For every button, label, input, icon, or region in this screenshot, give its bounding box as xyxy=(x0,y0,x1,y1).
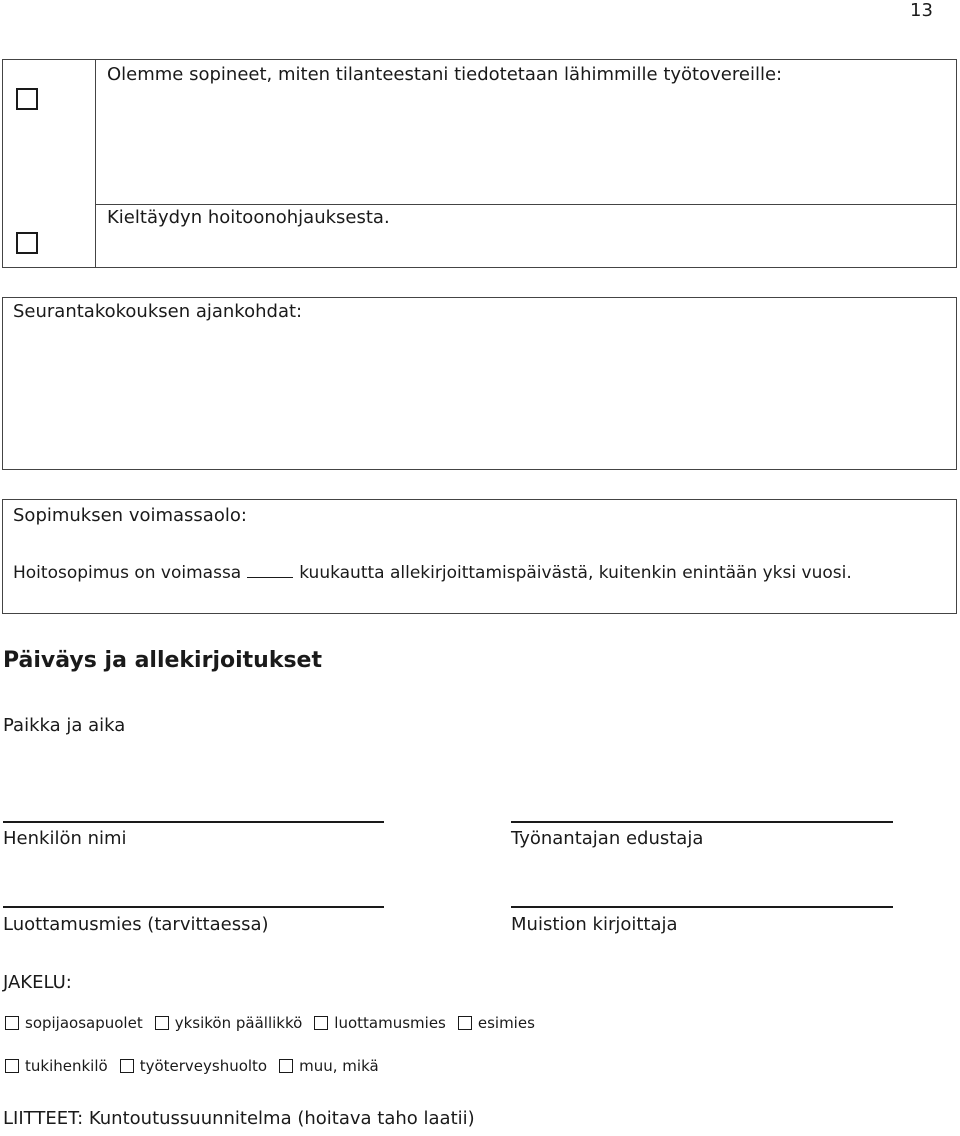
minutes-writer-label: Muistion kirjoittaja xyxy=(511,914,678,935)
yksikon-paallikko-label: yksikön päällikkö xyxy=(174,1014,303,1032)
employer-rep-label: Työnantajan edustaja xyxy=(511,828,704,849)
notify-coworkers-checkbox[interactable] xyxy=(16,88,38,110)
distribution-row-1 xyxy=(5,1014,541,1032)
sopijaosapuolet-checkbox[interactable] xyxy=(5,1016,19,1030)
notify-coworkers-label: Olemme sopineet, miten tilanteestani tiedotetaan lähimmille työtovereille: xyxy=(107,64,783,85)
sopijaosapuolet-label: sopijaosapuolet xyxy=(25,1014,143,1032)
tukihenkilo-checkbox[interactable] xyxy=(5,1059,19,1073)
page-number: 13 xyxy=(910,0,933,21)
tyoterveyshuolto-label: työterveyshuolto xyxy=(139,1057,268,1075)
notify-table-row-divider xyxy=(95,204,957,205)
place-time-label: Paikka ja aika xyxy=(3,715,126,736)
refuse-treatment-label: Kieltäydyn hoitoonohjauksesta. xyxy=(107,207,390,228)
luottamusmies-label: luottamusmies xyxy=(334,1014,446,1032)
validity-label: Sopimuksen voimassaolo: xyxy=(13,505,247,526)
months-blank[interactable] xyxy=(247,576,293,578)
union-rep-label: Luottamusmies (tarvittaessa) xyxy=(3,914,269,935)
validity-text-after: kuukautta allekirjoittamispäivästä, kuitenkin enintään yksi vuosi. xyxy=(299,563,852,583)
followup-label: Seurantakokouksen ajankohdat: xyxy=(13,301,303,322)
union-rep-signature-line[interactable] xyxy=(3,906,384,908)
followup-box[interactable] xyxy=(2,297,957,470)
refuse-treatment-checkbox[interactable] xyxy=(16,232,38,254)
notify-table-column-divider xyxy=(95,59,96,268)
attachments-line: LIITTEET: Kuntoutussuunnitelma (hoitava taho laatii) xyxy=(3,1108,475,1129)
validity-text xyxy=(13,563,852,583)
person-name-signature-line[interactable] xyxy=(3,821,384,823)
luottamusmies-checkbox[interactable] xyxy=(314,1016,328,1030)
signatures-heading: Päiväys ja allekirjoitukset xyxy=(3,648,322,673)
distribution-label: JAKELU: xyxy=(3,972,72,993)
esimies-checkbox[interactable] xyxy=(458,1016,472,1030)
notify-table xyxy=(2,59,957,268)
muu-label: muu, mikä xyxy=(299,1057,379,1075)
tukihenkilo-label: tukihenkilö xyxy=(25,1057,108,1075)
validity-text-before: Hoitosopimus on voimassa xyxy=(13,563,242,583)
distribution-row-2 xyxy=(5,1057,385,1075)
muu-checkbox[interactable] xyxy=(279,1059,293,1073)
employer-rep-signature-line[interactable] xyxy=(511,821,893,823)
yksikon-paallikko-checkbox[interactable] xyxy=(155,1016,169,1030)
tyoterveyshuolto-checkbox[interactable] xyxy=(120,1059,134,1073)
esimies-label: esimies xyxy=(477,1014,535,1032)
person-name-label: Henkilön nimi xyxy=(3,828,127,849)
minutes-writer-signature-line[interactable] xyxy=(511,906,893,908)
